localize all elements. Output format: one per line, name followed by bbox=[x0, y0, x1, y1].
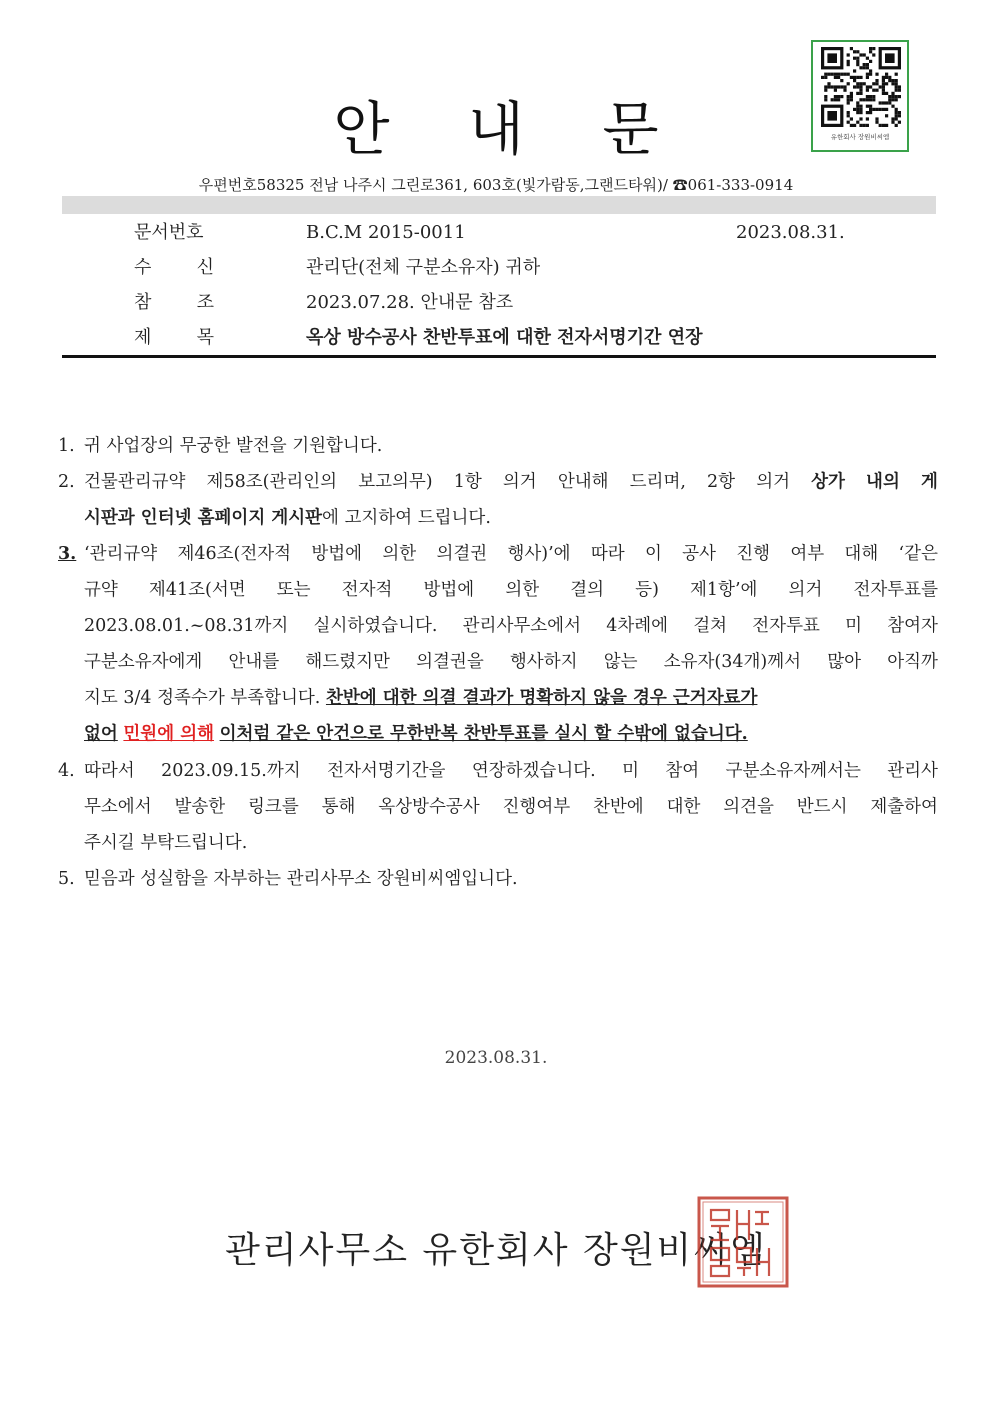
item-text: 믿음과 성실함을 자부하는 관리사무소 장원비씨엠입니다. bbox=[84, 869, 518, 889]
word: 규약 bbox=[84, 580, 118, 600]
word: 아직까 bbox=[887, 652, 938, 672]
word: 결의 bbox=[570, 580, 605, 600]
subject-value: 옥상 방수공사 찬반투표에 대한 전자서명기간 연장 bbox=[306, 327, 703, 348]
signature-line: 관리사무소 유한회사 장원비씨엠 bbox=[225, 1230, 767, 1271]
bold-word: 상가 bbox=[811, 472, 845, 492]
word: 구분소유자께서는 bbox=[725, 761, 861, 781]
reference-label bbox=[134, 288, 214, 318]
word: 의한 bbox=[505, 580, 540, 600]
word: 제41조(서면 bbox=[148, 580, 246, 600]
word: ‘같은 bbox=[898, 544, 938, 564]
word: 발송한 bbox=[174, 797, 226, 817]
item-number: 2. bbox=[58, 472, 75, 492]
word: 진행여부 bbox=[502, 797, 571, 817]
bold-word: 내의 bbox=[866, 472, 900, 492]
recipient-label bbox=[134, 253, 214, 283]
reference-value: 2023.07.28. 안내문 참조 bbox=[306, 292, 514, 313]
recipient-value: 관리단(전체 구분소유자) 귀하 bbox=[306, 257, 541, 278]
word: 통해 bbox=[321, 797, 356, 817]
word: 보고의무) bbox=[358, 472, 433, 492]
item-emphasis-text: 이처럼 같은 안건으로 무한반복 찬반투표를 실시 할 수밖에 없습니다. bbox=[219, 724, 748, 744]
word: 제46조(전자적 bbox=[177, 544, 292, 564]
item-text: 에 고지하여 드립니다. bbox=[322, 508, 491, 528]
word: 전자서명기간을 bbox=[327, 761, 446, 781]
recipient-label-char: 수 bbox=[134, 257, 152, 278]
company-seal-icon bbox=[697, 1196, 789, 1288]
body-item-2 bbox=[58, 464, 938, 536]
subject-label-char: 목 bbox=[196, 327, 214, 348]
body-item-3 bbox=[58, 536, 938, 752]
item-emphasis-text: 없어 bbox=[84, 724, 118, 744]
word: 드리며, bbox=[629, 472, 686, 492]
item-line bbox=[84, 608, 938, 644]
item-number: 3. bbox=[58, 544, 77, 564]
word: 옥상방수공사 bbox=[378, 797, 480, 817]
word: 연장하겠습니다. bbox=[471, 761, 596, 781]
word: 전자적 bbox=[341, 580, 393, 600]
word: 참여자 bbox=[887, 616, 938, 636]
body-item-5 bbox=[58, 861, 938, 897]
reference-row bbox=[0, 288, 992, 318]
body-item-1 bbox=[58, 428, 938, 464]
subject-row bbox=[0, 323, 992, 353]
qr-caption: 유한회사 장원비씨엠 bbox=[830, 133, 890, 141]
word: 여부 bbox=[790, 544, 825, 564]
word: 해드렸지만 bbox=[305, 652, 390, 672]
doc-number-row bbox=[0, 218, 992, 248]
doc-number-value: B.C.M 2015-0011 bbox=[306, 222, 466, 243]
item-text: 주시길 부탁드립니다. bbox=[84, 833, 248, 853]
sender-address: 우편번호58325 전남 나주시 그린로361, 603호(빛가람동,그랜드타워)/ ☎061-333-0914 bbox=[198, 176, 794, 194]
word: 방법에 bbox=[423, 580, 475, 600]
subject-label bbox=[134, 323, 214, 353]
word: 의거 bbox=[502, 472, 537, 492]
word: 구분소유자에게 bbox=[84, 652, 203, 672]
word: 의한 bbox=[382, 544, 417, 564]
item-emphasis-text: 찬반에 대한 의결 결과가 명확하지 않을 경우 근거자료가 bbox=[325, 688, 758, 708]
word: 의결권 bbox=[436, 544, 488, 564]
doc-number-label: 문서번호 bbox=[134, 222, 204, 243]
word: 반드시 bbox=[796, 797, 848, 817]
word: 실시하였습니다. bbox=[313, 616, 438, 636]
word: 따라 bbox=[590, 544, 625, 564]
word: 4차례에 bbox=[606, 616, 669, 636]
word: 2023.08.01.~08.31까지 bbox=[84, 616, 289, 636]
header-rule bbox=[62, 355, 936, 358]
item-line bbox=[84, 789, 938, 825]
word: ‘관리규약 bbox=[84, 544, 158, 564]
recipient-label-char: 신 bbox=[196, 257, 214, 278]
word: 진행 bbox=[736, 544, 771, 564]
document-title: 안 내 문 bbox=[333, 95, 689, 163]
word: 등) bbox=[635, 580, 659, 600]
doc-date: 2023.08.31. bbox=[736, 222, 845, 243]
word: 제1항’에 bbox=[690, 580, 758, 600]
word: 많아 bbox=[827, 652, 862, 672]
word: 행사)’에 bbox=[507, 544, 571, 564]
word: 또는 bbox=[276, 580, 311, 600]
word: 걸쳐 bbox=[693, 616, 728, 636]
word: 건물관리규약 bbox=[84, 472, 186, 492]
subject-label-char: 제 bbox=[134, 327, 152, 348]
reference-label-char: 참 bbox=[134, 292, 152, 313]
header-divider-bar bbox=[62, 196, 936, 214]
item-red-emphasis: 민원에 의해 bbox=[123, 724, 215, 744]
item-number: 5. bbox=[58, 869, 75, 889]
word: 미 bbox=[845, 616, 863, 636]
word: 제58조(관리인의 bbox=[206, 472, 338, 492]
word: 이 bbox=[644, 544, 662, 564]
word: 제출하여 bbox=[870, 797, 938, 817]
word: 관리사 bbox=[887, 761, 938, 781]
item-bold-text: 시판과 인터넷 홈페이지 게시판 bbox=[84, 508, 323, 528]
item-line bbox=[84, 753, 938, 789]
footer-date: 2023.08.31. bbox=[444, 1048, 548, 1068]
word: 대한 bbox=[666, 797, 701, 817]
word: 안내를 bbox=[228, 652, 280, 672]
word: 않는 bbox=[603, 652, 638, 672]
item-number: 1. bbox=[58, 436, 75, 456]
reference-label-char: 조 bbox=[196, 292, 214, 313]
word: 참여 bbox=[665, 761, 700, 781]
word: 1항 bbox=[453, 472, 482, 492]
item-line bbox=[84, 572, 938, 608]
word: 방법에 bbox=[311, 544, 363, 564]
item-line bbox=[84, 644, 938, 680]
item-text: 귀 사업장의 무궁한 발전을 기원합니다. bbox=[84, 436, 383, 456]
word: 대해 bbox=[844, 544, 879, 564]
item-text: 지도 3/4 정족수가 부족합니다. bbox=[84, 688, 321, 708]
item-line bbox=[84, 464, 938, 500]
word: 전자투표 bbox=[752, 616, 820, 636]
word: 관리사무소에서 bbox=[462, 616, 581, 636]
body-item-4 bbox=[58, 753, 938, 861]
word: 의견을 bbox=[723, 797, 774, 817]
word: 행사하지 bbox=[509, 652, 578, 672]
word: 전자투표를 bbox=[853, 580, 938, 600]
item-line bbox=[84, 536, 938, 572]
word: 찬반에 bbox=[593, 797, 644, 817]
word: 2023.09.15.까지 bbox=[161, 761, 301, 781]
word: 미 bbox=[622, 761, 640, 781]
word: 공사 bbox=[682, 544, 716, 564]
word: 2항 bbox=[707, 472, 736, 492]
word: 무소에서 bbox=[84, 797, 152, 817]
word: 의거 bbox=[788, 580, 823, 600]
word: 소유자(34개)께서 bbox=[663, 652, 802, 672]
word: 의거 bbox=[756, 472, 791, 492]
bold-word: 게 bbox=[920, 472, 938, 492]
word: 안내해 bbox=[557, 472, 609, 492]
recipient-row bbox=[0, 253, 992, 283]
item-number: 4. bbox=[58, 761, 75, 781]
word: 의결권을 bbox=[416, 652, 484, 672]
word: 링크를 bbox=[248, 797, 299, 817]
word: 따라서 bbox=[84, 761, 135, 781]
